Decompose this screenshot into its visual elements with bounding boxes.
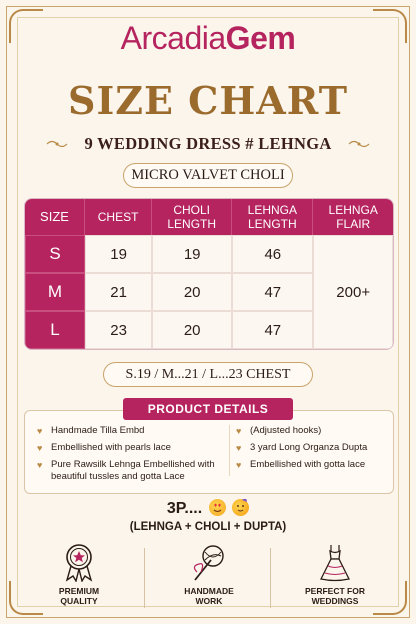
product-details-title: PRODUCT DETAILS [123, 398, 293, 420]
size-cell: M [25, 273, 85, 311]
feature-premium-quality [24, 542, 134, 606]
detail-text: Embellished with gotta lace [250, 459, 366, 470]
chest-summary: S.19 / M...21 / L...23 CHEST [103, 362, 313, 387]
heart-icon: ♥ [37, 460, 43, 470]
pieces-count [0, 499, 416, 518]
detail-text: 3 yard Long Organza Dupta [250, 442, 368, 453]
divider [144, 548, 145, 608]
size-cell: L [25, 311, 85, 349]
chest-cell: 23 [85, 311, 152, 349]
list-item [236, 442, 389, 454]
table-header-row [25, 199, 393, 235]
lehnga-length-cell: 46 [232, 235, 313, 273]
heart-icon: ♥ [37, 426, 43, 436]
brand-logo [0, 20, 416, 57]
heart-icon: ♥ [236, 460, 242, 470]
ornament-icon [348, 139, 370, 149]
chest-cell: 19 [85, 235, 152, 273]
party-face-emoji-icon [232, 499, 249, 516]
feature-handmade-work [154, 542, 264, 606]
choli-length-cell: 20 [152, 311, 232, 349]
brand-name-part2: Gem [225, 20, 296, 56]
feature-perfect-for-weddings [280, 542, 390, 606]
feature-label: HANDMADE WORK [184, 586, 234, 606]
list-item [236, 425, 389, 437]
details-right-column [229, 425, 389, 476]
feature-label: PREMIUM QUALITY [58, 586, 100, 606]
choli-length-cell: 20 [152, 273, 232, 311]
heart-icon: ♥ [236, 443, 242, 453]
detail-text: Handmade Tilla Embd [51, 425, 145, 436]
header-choli-length: CHOLI LENGTH [152, 199, 232, 235]
detail-text: Embellished with pearls lace [51, 442, 171, 453]
divider [270, 548, 271, 608]
size-cell: S [25, 235, 85, 273]
heart-icon: ♥ [37, 443, 43, 453]
choli-length-cell: 19 [152, 235, 232, 273]
heart-icon: ♥ [236, 426, 242, 436]
heart-eyes-emoji-icon [209, 499, 226, 516]
lehnga-flair-cell: 200+ [313, 235, 393, 349]
feature-label: PERFECT FOR WEDDINGS [305, 586, 365, 606]
features-row [24, 542, 394, 612]
details-left-column [37, 425, 227, 488]
header-lehnga-flair: LEHNGA FLAIR [313, 199, 393, 235]
size-table [24, 198, 394, 350]
list-item [236, 459, 389, 471]
list-item [37, 459, 227, 483]
lehnga-length-cell: 47 [232, 273, 313, 311]
detail-text: (Adjusted hooks) [250, 425, 322, 436]
dress-icon [315, 542, 355, 582]
product-details-box [24, 410, 394, 494]
subtitle: 9 WEDDING DRESS # LEHNGA [84, 134, 332, 153]
needle-thread-icon [189, 542, 229, 582]
list-item [37, 442, 227, 454]
fabric-label: MICRO VALVET CHOLI [123, 163, 293, 188]
header-lehnga-length: LEHNGA LENGTH [232, 199, 313, 235]
pieces-label: 3P.... [166, 500, 203, 517]
brand-name-part1: Arcadia [120, 20, 226, 56]
header-size: SIZE [25, 199, 85, 235]
detail-text: Pure Rawsilk Lehnga Embellished with beautiful tussles and gotta Lace [51, 459, 215, 482]
page-title: SIZE CHART [68, 78, 348, 123]
badge-star-icon [62, 542, 96, 582]
chest-cell: 21 [85, 273, 152, 311]
table-row [25, 235, 393, 273]
list-item [37, 425, 227, 437]
header-chest: CHEST [85, 199, 152, 235]
pieces-combo: (LEHNGA + CHOLI + DUPTA) [129, 521, 287, 533]
lehnga-length-cell: 47 [232, 311, 313, 349]
